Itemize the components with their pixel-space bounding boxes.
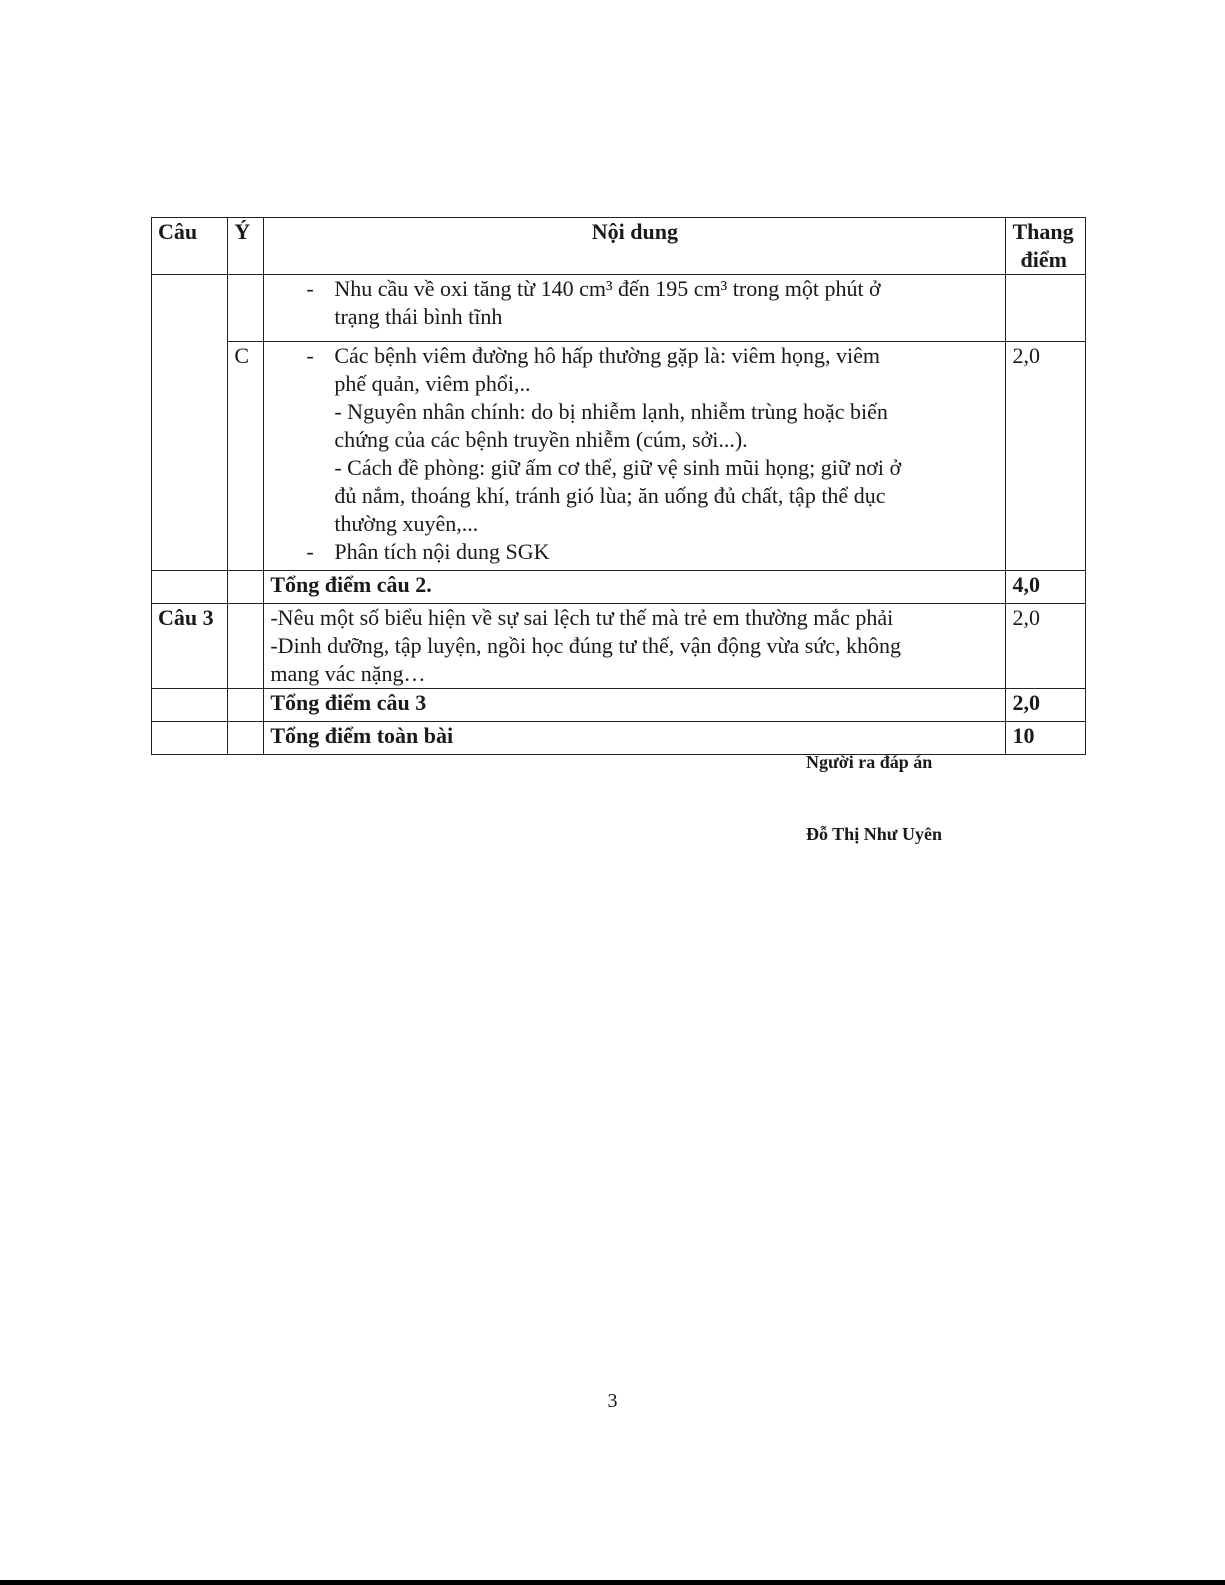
header-cau: Câu xyxy=(152,218,228,275)
empty-cell xyxy=(152,722,228,755)
cau3-content xyxy=(264,604,1006,689)
list-item xyxy=(270,275,999,331)
empty-cell xyxy=(228,571,264,604)
table-row xyxy=(152,275,1086,342)
total-cau2-score: 4,0 xyxy=(1006,571,1086,604)
content-list xyxy=(270,342,999,566)
content-cell xyxy=(264,342,1006,571)
table-row-total-cau3 xyxy=(152,689,1086,722)
empty-cell xyxy=(152,689,228,722)
header-noi-dung: Nội dung xyxy=(264,218,1006,275)
content-line: đủ nắm, thoáng khí, tránh gió lùa; ăn uống đủ chất, tập thể dục xyxy=(334,483,886,508)
list-item xyxy=(270,342,999,538)
content-line: mang vác nặng… xyxy=(270,661,426,686)
signature-name: Đỗ Thị Như Uyên xyxy=(806,824,943,844)
content-line: - Nguyên nhân chính: do bị nhiễm lạnh, nhiễm trùng hoặc biến xyxy=(334,399,888,424)
content-line: -Dinh dưỡng, tập luyện, ngồi học đúng tư thế, vận động vừa sức, không xyxy=(270,633,901,658)
content-line: Nhu cầu về oxi tăng từ 140 cm³ đến 195 cm³ trong một phút ở xyxy=(334,276,881,301)
empty-cell xyxy=(152,571,228,604)
table-row xyxy=(152,342,1086,571)
y-cell xyxy=(228,275,264,342)
table-row-total-cau2 xyxy=(152,571,1086,604)
header-thang-diem-line2: điểm xyxy=(1020,247,1067,272)
list-item xyxy=(270,538,999,566)
header-thang-diem-line1: Thang xyxy=(1012,219,1074,244)
content-line: chứng của các bệnh truyền nhiễm (cúm, sởi...). xyxy=(334,427,748,452)
page-number: 3 xyxy=(607,1390,618,1412)
total-cau3-label: Tổng điểm câu 3 xyxy=(264,689,1006,722)
content-list xyxy=(270,275,999,331)
table-header-row xyxy=(152,218,1086,275)
total-cau3-score: 2,0 xyxy=(1006,689,1086,722)
total-cau2-label: Tổng điểm câu 2. xyxy=(264,571,1006,604)
content-line: -Nêu một số biểu hiện về sự sai lệch tư thế mà trẻ em thường mắc phải xyxy=(270,605,894,630)
bottom-rule xyxy=(0,1580,1225,1585)
answer-key-table xyxy=(151,217,1086,755)
content-line: Phân tích nội dung SGK xyxy=(334,539,550,564)
content-line: thường xuyên,... xyxy=(334,511,479,536)
table-row-total-all xyxy=(152,722,1086,755)
empty-cell xyxy=(228,604,264,689)
table-row-cau3 xyxy=(152,604,1086,689)
empty-cell xyxy=(228,689,264,722)
content-line: - Cách đề phòng: giữ ấm cơ thể, giữ vệ sinh mũi họng; giữ nơi ở xyxy=(334,455,902,480)
header-thang-diem xyxy=(1006,218,1086,275)
total-all-score: 10 xyxy=(1006,722,1086,755)
total-all-label: Tổng điểm toàn bài xyxy=(264,722,1006,755)
score-cell-c: 2,0 xyxy=(1006,342,1086,571)
score-cell xyxy=(1006,275,1086,342)
content-line: trạng thái bình tĩnh xyxy=(334,304,503,329)
y-cell-c: C xyxy=(228,342,264,571)
cau3-label: Câu 3 xyxy=(152,604,228,689)
header-y: Ý xyxy=(228,218,264,275)
cau3-score: 2,0 xyxy=(1006,604,1086,689)
signature-role: Người ra đáp án xyxy=(806,752,933,772)
content-cell xyxy=(264,275,1006,342)
content-line: phế quản, viêm phổi,.. xyxy=(334,371,531,396)
empty-cell xyxy=(228,722,264,755)
cau2-cell xyxy=(152,275,228,571)
content-line: Các bệnh viêm đường hô hấp thường gặp là: viêm họng, viêm xyxy=(334,343,881,368)
